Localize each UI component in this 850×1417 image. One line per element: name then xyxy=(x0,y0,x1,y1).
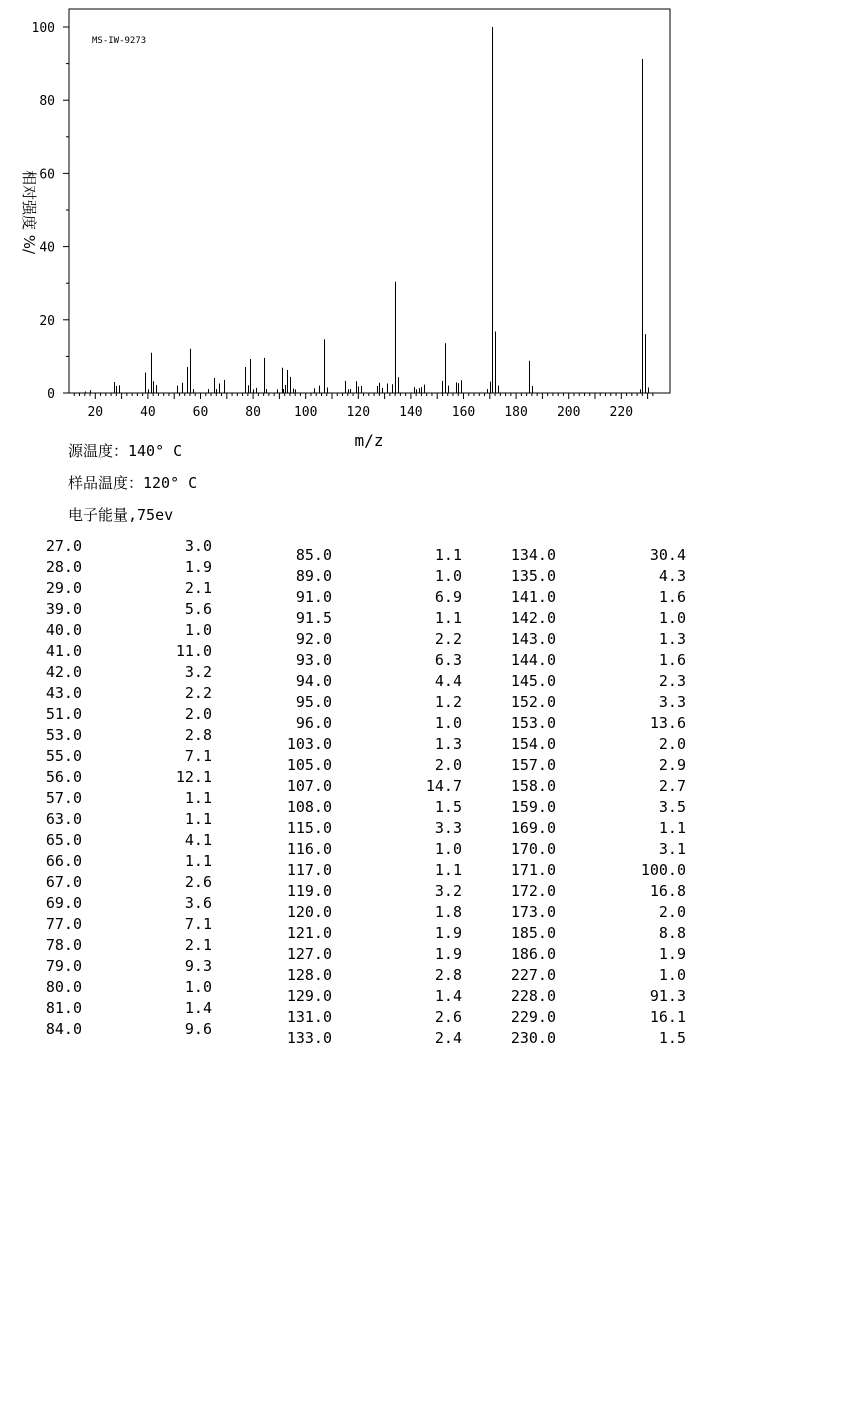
x-tick-label: 20 xyxy=(87,405,104,420)
peak-mz: 152.0 xyxy=(510,693,556,711)
peak-row xyxy=(38,662,213,683)
peak-table-column-3 xyxy=(512,545,687,1049)
peak-row xyxy=(38,935,213,956)
peak-row xyxy=(38,725,213,746)
peak-mz: 77.0 xyxy=(45,915,82,933)
peak-intensity: 30.4 xyxy=(649,546,686,564)
peak-intensity: 1.0 xyxy=(658,966,686,984)
peak-mz: 108.0 xyxy=(286,798,332,816)
peak-intensity: 2.0 xyxy=(658,735,686,753)
peak-intensity: 4.3 xyxy=(658,567,686,585)
peak-intensity: 2.1 xyxy=(184,579,212,597)
peak-mz: 117.0 xyxy=(286,861,332,879)
peak-intensity: 1.9 xyxy=(434,924,462,942)
peak-mz: 91.0 xyxy=(295,588,332,606)
peak-mz: 128.0 xyxy=(286,966,332,984)
peak-row xyxy=(512,881,687,902)
peak-mz: 85.0 xyxy=(295,546,332,564)
peak-intensity: 7.1 xyxy=(184,915,212,933)
peak-intensity: 91.3 xyxy=(649,987,686,1005)
peak-intensity: 1.1 xyxy=(184,789,212,807)
peak-intensity: 16.8 xyxy=(649,882,686,900)
peak-mz: 63.0 xyxy=(45,810,82,828)
peak-mz: 229.0 xyxy=(510,1008,556,1026)
peak-intensity: 1.0 xyxy=(434,567,462,585)
peak-intensity: 1.2 xyxy=(434,693,462,711)
electron-energy: 电子能量,75ev xyxy=(68,506,174,524)
y-tick-label: 60 xyxy=(39,167,55,183)
peak-intensity: 2.0 xyxy=(658,903,686,921)
peak-mz: 40.0 xyxy=(45,621,82,639)
peak-mz: 154.0 xyxy=(510,735,556,753)
peak-row xyxy=(38,599,213,620)
peak-mz: 135.0 xyxy=(510,567,556,585)
peak-row xyxy=(512,650,687,671)
peak-intensity: 1.9 xyxy=(658,945,686,963)
peak-mz: 157.0 xyxy=(510,756,556,774)
peak-mz: 170.0 xyxy=(510,840,556,858)
peak-mz: 55.0 xyxy=(45,747,82,765)
y-tick-label: 0 xyxy=(47,387,55,402)
peak-intensity: 3.2 xyxy=(184,663,212,681)
peak-row xyxy=(288,944,463,965)
peak-mz: 81.0 xyxy=(45,999,82,1017)
peak-mz: 28.0 xyxy=(45,558,82,576)
peak-mz: 169.0 xyxy=(510,819,556,837)
x-tick-label: 60 xyxy=(192,405,209,420)
spectrum-code: MS-IW-9273 xyxy=(92,36,147,46)
peak-row xyxy=(512,986,687,1007)
x-tick-label: 220 xyxy=(609,405,634,420)
x-tick-label: 40 xyxy=(140,405,156,420)
peak-mz: 27.0 xyxy=(45,537,82,555)
peak-row xyxy=(38,536,213,557)
peak-mz: 172.0 xyxy=(510,882,556,900)
peak-row xyxy=(512,902,687,923)
peak-row xyxy=(288,923,463,944)
peak-intensity: 6.3 xyxy=(434,651,462,669)
peak-row xyxy=(512,923,687,944)
peak-mz: 133.0 xyxy=(286,1029,332,1047)
peak-intensity: 1.6 xyxy=(658,588,686,606)
peak-row xyxy=(288,818,463,839)
x-tick-label: 80 xyxy=(245,405,261,420)
tick-labels xyxy=(32,21,634,420)
x-tick-label: 100 xyxy=(293,405,318,420)
peak-table-column-1 xyxy=(38,536,213,1040)
peak-mz: 131.0 xyxy=(286,1008,332,1026)
peak-row xyxy=(288,1007,463,1028)
peak-row xyxy=(38,704,213,725)
peak-intensity: 4.4 xyxy=(434,672,462,690)
peak-row xyxy=(38,977,213,998)
peak-intensity: 1.5 xyxy=(434,798,462,816)
peak-row xyxy=(512,818,687,839)
peak-mz: 39.0 xyxy=(45,600,82,618)
peak-intensity: 2.9 xyxy=(658,756,686,774)
peak-intensity: 16.1 xyxy=(649,1008,686,1026)
peak-mz: 66.0 xyxy=(45,852,82,870)
peak-intensity: 1.9 xyxy=(184,558,212,576)
peak-row xyxy=(288,860,463,881)
peak-row xyxy=(512,797,687,818)
peak-mz: 227.0 xyxy=(510,966,556,984)
peak-row xyxy=(288,713,463,734)
peak-row xyxy=(288,650,463,671)
peak-row xyxy=(288,608,463,629)
peak-mz: 121.0 xyxy=(286,924,332,942)
mass-spectrum-chart xyxy=(0,0,850,460)
peak-row xyxy=(38,788,213,809)
peak-intensity: 3.1 xyxy=(658,840,686,858)
peak-mz: 93.0 xyxy=(295,651,332,669)
peak-row xyxy=(512,692,687,713)
y-tick-label: 80 xyxy=(39,94,55,110)
peak-intensity: 2.1 xyxy=(184,936,212,954)
peak-row xyxy=(38,851,213,872)
peak-mz: 79.0 xyxy=(45,957,82,975)
peak-mz: 143.0 xyxy=(510,630,556,648)
peak-mz: 80.0 xyxy=(45,978,82,996)
peak-intensity: 3.2 xyxy=(434,882,462,900)
peak-mz: 91.5 xyxy=(295,609,332,627)
peak-row xyxy=(512,965,687,986)
peak-row xyxy=(38,557,213,578)
peak-intensity: 1.1 xyxy=(434,609,462,627)
peak-mz: 105.0 xyxy=(286,756,332,774)
peak-row xyxy=(512,713,687,734)
peak-intensity: 1.5 xyxy=(658,1029,686,1047)
peak-row xyxy=(512,587,687,608)
peak-mz: 103.0 xyxy=(286,735,332,753)
peak-intensity: 3.5 xyxy=(658,798,686,816)
peak-row xyxy=(38,746,213,767)
peak-mz: 186.0 xyxy=(510,945,556,963)
peak-intensity: 2.8 xyxy=(434,966,462,984)
peak-mz: 42.0 xyxy=(45,663,82,681)
peak-intensity: 5.6 xyxy=(184,600,212,618)
peak-intensity: 1.1 xyxy=(434,546,462,564)
peak-intensity: 2.0 xyxy=(184,705,212,723)
peak-mz: 92.0 xyxy=(295,630,332,648)
peak-row xyxy=(288,986,463,1007)
peak-mz: 41.0 xyxy=(45,642,82,660)
spectrum-peaks xyxy=(86,27,649,393)
peak-row xyxy=(38,914,213,935)
peak-row xyxy=(288,881,463,902)
peak-row xyxy=(38,620,213,641)
peak-mz: 69.0 xyxy=(45,894,82,912)
source-temperature: 源温度：140° C xyxy=(68,442,183,460)
peak-table-column-2 xyxy=(288,545,463,1049)
peak-mz: 96.0 xyxy=(295,714,332,732)
peak-intensity: 2.2 xyxy=(434,630,462,648)
peak-intensity: 7.1 xyxy=(184,747,212,765)
peak-row xyxy=(288,839,463,860)
y-tick-label: 20 xyxy=(39,313,55,329)
peak-row xyxy=(512,755,687,776)
peak-intensity: 9.6 xyxy=(184,1020,212,1038)
peak-intensity: 2.6 xyxy=(434,1008,462,1026)
peak-intensity: 3.6 xyxy=(184,894,212,912)
y-axis-label: 相对强度 %/ xyxy=(20,169,38,255)
peak-intensity: 2.7 xyxy=(658,777,686,795)
peak-row xyxy=(288,545,463,566)
peak-mz: 171.0 xyxy=(510,861,556,879)
peak-intensity: 8.8 xyxy=(658,924,686,942)
peak-mz: 78.0 xyxy=(45,936,82,954)
peak-row xyxy=(512,944,687,965)
peak-row xyxy=(512,734,687,755)
peak-intensity: 1.0 xyxy=(434,840,462,858)
peak-mz: 94.0 xyxy=(295,672,332,690)
peak-intensity: 1.1 xyxy=(184,810,212,828)
peak-row xyxy=(512,608,687,629)
peak-mz: 56.0 xyxy=(45,768,82,786)
peak-row xyxy=(288,902,463,923)
peak-row xyxy=(288,566,463,587)
peak-mz: 134.0 xyxy=(510,546,556,564)
x-tick-label: 140 xyxy=(399,405,423,420)
peak-intensity: 1.4 xyxy=(184,999,212,1017)
x-tick-label: 180 xyxy=(504,405,528,420)
peak-intensity: 1.0 xyxy=(658,609,686,627)
peak-row xyxy=(288,734,463,755)
peak-mz: 95.0 xyxy=(295,693,332,711)
peak-row xyxy=(512,839,687,860)
peak-mz: 159.0 xyxy=(510,798,556,816)
peak-mz: 51.0 xyxy=(45,705,82,723)
peak-intensity: 100.0 xyxy=(640,861,686,879)
y-tick-label: 100 xyxy=(31,21,55,36)
peak-mz: 53.0 xyxy=(45,726,82,744)
peak-row xyxy=(512,671,687,692)
y-tick-label: 40 xyxy=(39,240,55,256)
peak-mz: 57.0 xyxy=(45,789,82,807)
peak-intensity: 2.6 xyxy=(184,873,212,891)
peak-row xyxy=(512,776,687,797)
sample-temperature: 样品温度：120° C xyxy=(68,474,198,492)
peak-row xyxy=(288,965,463,986)
peak-row xyxy=(38,809,213,830)
peak-mz: 127.0 xyxy=(286,945,332,963)
peak-row xyxy=(288,797,463,818)
x-axis-label: m/z xyxy=(354,431,384,450)
peak-intensity: 1.4 xyxy=(434,987,462,1005)
peak-mz: 84.0 xyxy=(45,1020,82,1038)
x-tick-label: 200 xyxy=(556,405,581,420)
peak-mz: 185.0 xyxy=(510,924,556,942)
peak-intensity: 1.3 xyxy=(658,630,686,648)
peak-mz: 120.0 xyxy=(286,903,332,921)
peak-mz: 67.0 xyxy=(45,873,82,891)
peak-row xyxy=(288,671,463,692)
peak-intensity: 2.0 xyxy=(434,756,462,774)
peak-row xyxy=(38,893,213,914)
peak-intensity: 1.6 xyxy=(658,651,686,669)
peak-row xyxy=(288,1028,463,1049)
peak-intensity: 12.1 xyxy=(175,768,212,786)
peak-row xyxy=(512,1007,687,1028)
peak-row xyxy=(38,956,213,977)
peak-intensity: 1.1 xyxy=(434,861,462,879)
x-tick-label: 120 xyxy=(346,405,371,420)
peak-intensity: 2.2 xyxy=(184,684,212,702)
peak-mz: 119.0 xyxy=(286,882,332,900)
x-tick-label: 160 xyxy=(451,405,476,420)
peak-row xyxy=(38,872,213,893)
peak-mz: 173.0 xyxy=(510,903,556,921)
peak-mz: 153.0 xyxy=(510,714,556,732)
peak-row xyxy=(38,998,213,1019)
peak-intensity: 9.3 xyxy=(184,957,212,975)
peak-intensity: 2.8 xyxy=(184,726,212,744)
peak-row xyxy=(288,629,463,650)
peak-row xyxy=(288,587,463,608)
peak-intensity: 1.0 xyxy=(184,978,212,996)
peak-intensity: 1.3 xyxy=(434,735,462,753)
peak-mz: 29.0 xyxy=(45,579,82,597)
peak-intensity: 13.6 xyxy=(649,714,686,732)
peak-row xyxy=(512,1028,687,1049)
peak-mz: 43.0 xyxy=(45,684,82,702)
peak-intensity: 3.0 xyxy=(184,537,212,555)
peak-row xyxy=(288,755,463,776)
peak-mz: 115.0 xyxy=(286,819,332,837)
peak-intensity: 1.1 xyxy=(184,852,212,870)
peak-mz: 230.0 xyxy=(510,1029,556,1047)
peak-mz: 144.0 xyxy=(510,651,556,669)
peak-mz: 142.0 xyxy=(510,609,556,627)
peak-mz: 129.0 xyxy=(286,987,332,1005)
peak-row xyxy=(38,641,213,662)
peak-row xyxy=(38,830,213,851)
peak-row xyxy=(38,578,213,599)
peak-intensity: 1.0 xyxy=(184,621,212,639)
peak-row xyxy=(512,860,687,881)
axis-ticks xyxy=(63,27,653,399)
peak-intensity: 3.3 xyxy=(434,819,462,837)
peak-mz: 116.0 xyxy=(286,840,332,858)
peak-intensity: 6.9 xyxy=(434,588,462,606)
peak-row xyxy=(38,1019,213,1040)
peak-intensity: 14.7 xyxy=(425,777,462,795)
peak-row xyxy=(288,776,463,797)
peak-intensity: 4.1 xyxy=(184,831,212,849)
peak-intensity: 1.9 xyxy=(434,945,462,963)
peak-intensity: 2.4 xyxy=(434,1029,462,1047)
plot-frame xyxy=(69,9,670,393)
peak-row xyxy=(512,566,687,587)
peak-row xyxy=(512,629,687,650)
peak-mz: 89.0 xyxy=(295,567,332,585)
peak-mz: 228.0 xyxy=(510,987,556,1005)
peak-intensity: 1.1 xyxy=(658,819,686,837)
peak-mz: 158.0 xyxy=(510,777,556,795)
peak-row xyxy=(288,692,463,713)
peak-mz: 141.0 xyxy=(510,588,556,606)
peak-mz: 65.0 xyxy=(45,831,82,849)
peak-intensity: 3.3 xyxy=(658,693,686,711)
peak-mz: 145.0 xyxy=(510,672,556,690)
peak-row xyxy=(38,767,213,788)
peak-intensity: 2.3 xyxy=(658,672,686,690)
peak-intensity: 1.8 xyxy=(434,903,462,921)
peak-row xyxy=(38,683,213,704)
peak-intensity: 1.0 xyxy=(434,714,462,732)
peak-row xyxy=(512,545,687,566)
peak-mz: 107.0 xyxy=(286,777,332,795)
peak-intensity: 11.0 xyxy=(175,642,212,660)
